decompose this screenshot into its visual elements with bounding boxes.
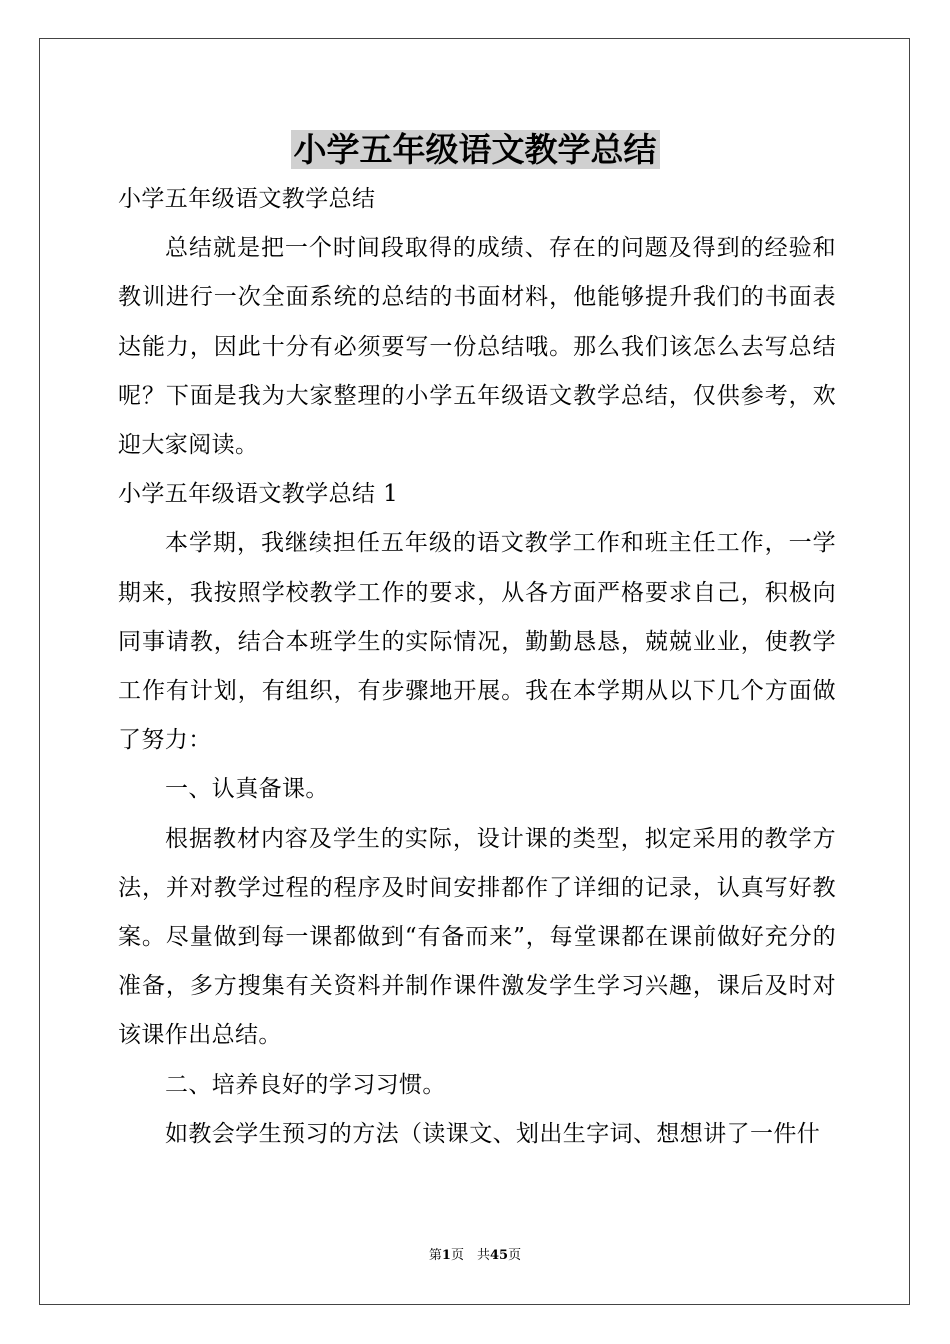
total-pages: 45 (489, 1248, 509, 1263)
document-body (118, 175, 836, 1159)
page-footer (0, 1246, 950, 1266)
document-title-text: 小学五年级语文教学总结 (291, 130, 660, 169)
paragraph: 总结就是把一个时间段取得的成绩、存在的问题及得到的经验和教训进行一次全面系统的总结的书面材料，他能够提升我们的书面表达能力，因此十分有必须要写一份总结哦。那么我们该怎么去写总结呢？下面是我为大家整理的小学五年级语文教学总结，仅供参考，欢迎大家阅读。 (118, 235, 836, 459)
page-prefix: 第 (428, 1248, 442, 1263)
subsection-heading: 二、培养良好的学习习惯。 (165, 1071, 446, 1098)
page-suffix: 页 (508, 1248, 522, 1263)
document-title (0, 126, 950, 174)
paragraph: 本学期，我继续担任五年级的语文教学工作和班主任工作，一学期来，我按照学校教学工作的要求，从各方面严格要求自己，积极向同事请教，结合本班学生的实际情况，勤勤恳恳，兢兢业业，使教学工作有计划，有组织，有步骤地开展。我在本学期从以下几个方面做了努力： (118, 530, 836, 754)
subsection-heading: 一、认真备课。 (165, 776, 329, 803)
page-number: 1 (441, 1248, 451, 1263)
paragraph: 小学五年级语文教学总结 (118, 186, 376, 212)
paragraph: 根据教材内容及学生的实际，设计课的类型，拟定采用的教学方法，并对教学过程的程序及时间安排都作了详细的记录，认真写好教案。尽量做到每一课都做到“有备而来”，每堂课都在课前做好充分的准备，多方搜集有关资料并制作课件激发学生学习兴趣，课后及时对该课作出总结。 (118, 825, 836, 1049)
section-heading: 小学五年级语文教学总结 1 (118, 481, 399, 508)
page-mid: 页 共 (450, 1248, 490, 1263)
paragraph: 如教会学生预习的方法（读课文、划出生字词、想想讲了一件什 (165, 1120, 821, 1147)
